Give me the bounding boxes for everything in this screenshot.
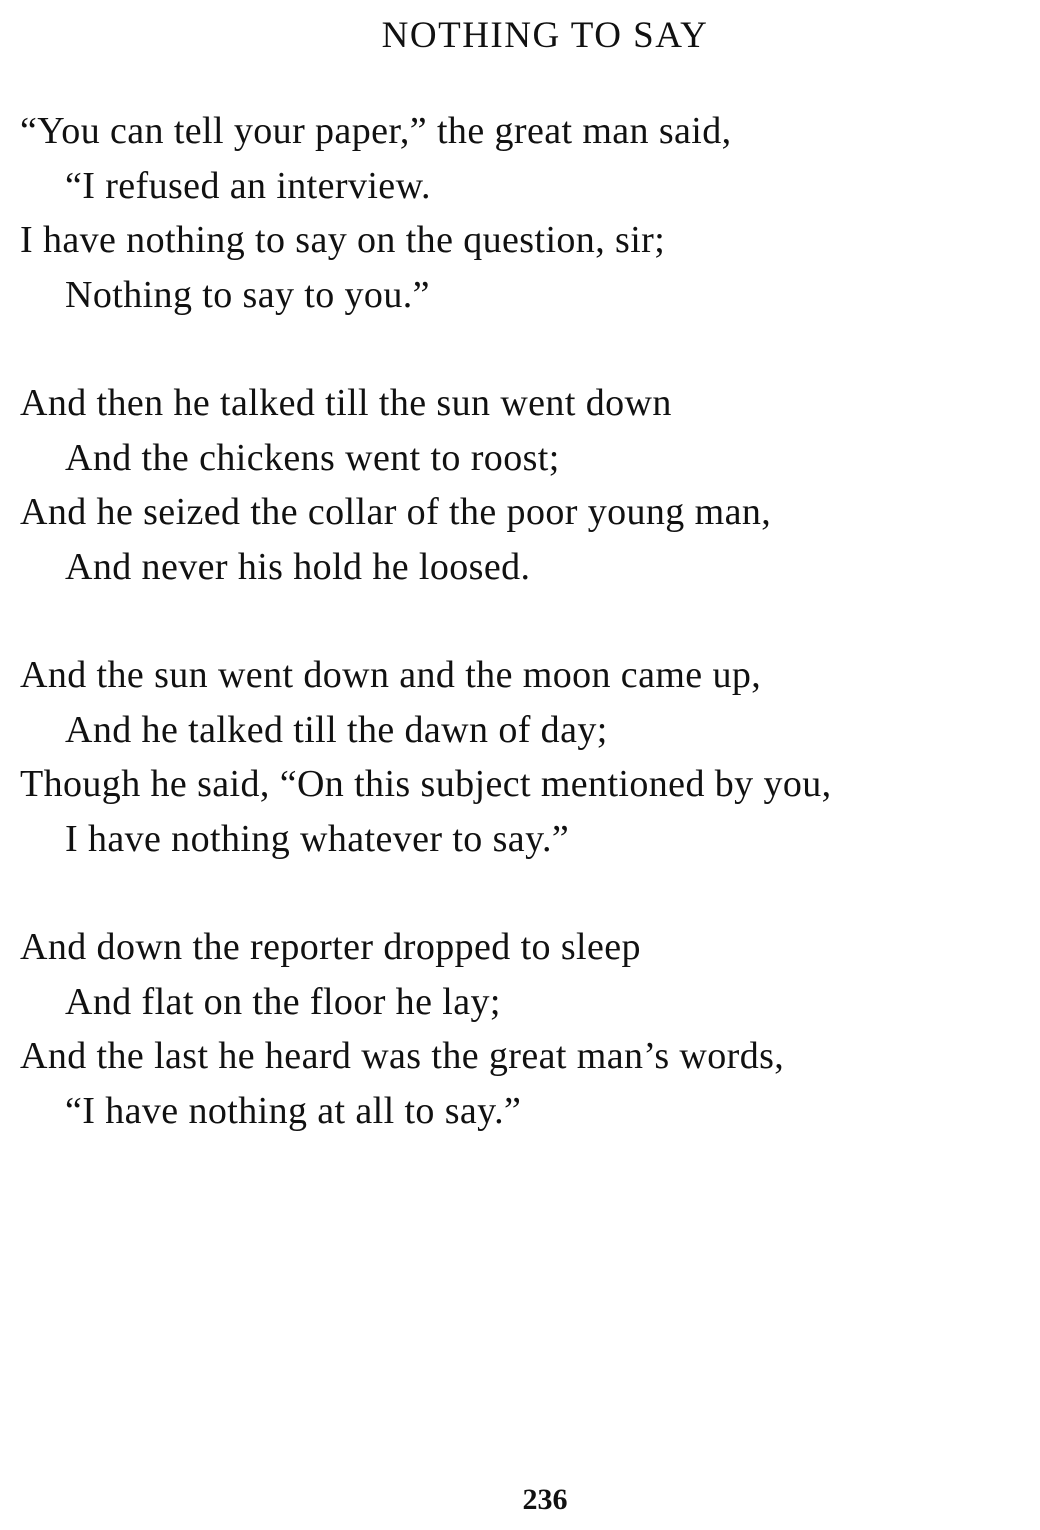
stanza-1 xyxy=(20,104,1030,322)
poem-line: And down the reporter dropped to sleep xyxy=(20,926,641,968)
poem-line: And the sun went down and the moon came up, xyxy=(20,654,762,696)
poem-title: NOTHING TO SAY xyxy=(381,15,709,56)
poem-line: And he seized the collar of the poor young man, xyxy=(20,491,772,533)
poem-line: And the last he heard was the great man’s words, xyxy=(20,1035,785,1077)
poem-line: And then he talked till the sun went down xyxy=(20,382,672,424)
poem-body xyxy=(20,104,1030,1192)
poem-line: And flat on the floor he lay; xyxy=(65,980,501,1023)
poem-line: And the chickens went to roost; xyxy=(65,436,560,479)
stanza-2 xyxy=(20,376,1030,594)
page-number: 236 xyxy=(522,1483,568,1516)
stanza-3 xyxy=(20,648,1030,866)
stanza-4 xyxy=(20,920,1030,1138)
poem-line: And never his hold he loosed. xyxy=(65,545,531,588)
poem-line: I have nothing to say on the question, sir; xyxy=(20,219,666,261)
poem-line: Nothing to say to you.” xyxy=(65,273,430,316)
poem-line: “You can tell your paper,” the great man said, xyxy=(20,110,732,152)
poem-line: “I have nothing at all to say.” xyxy=(65,1089,522,1132)
poem-line: Though he said, “On this subject mentioned by you, xyxy=(20,763,832,805)
poem-line: And he talked till the dawn of day; xyxy=(65,708,608,751)
poem-line: I have nothing whatever to say.” xyxy=(65,817,570,860)
poem-line: “I refused an interview. xyxy=(65,164,431,207)
